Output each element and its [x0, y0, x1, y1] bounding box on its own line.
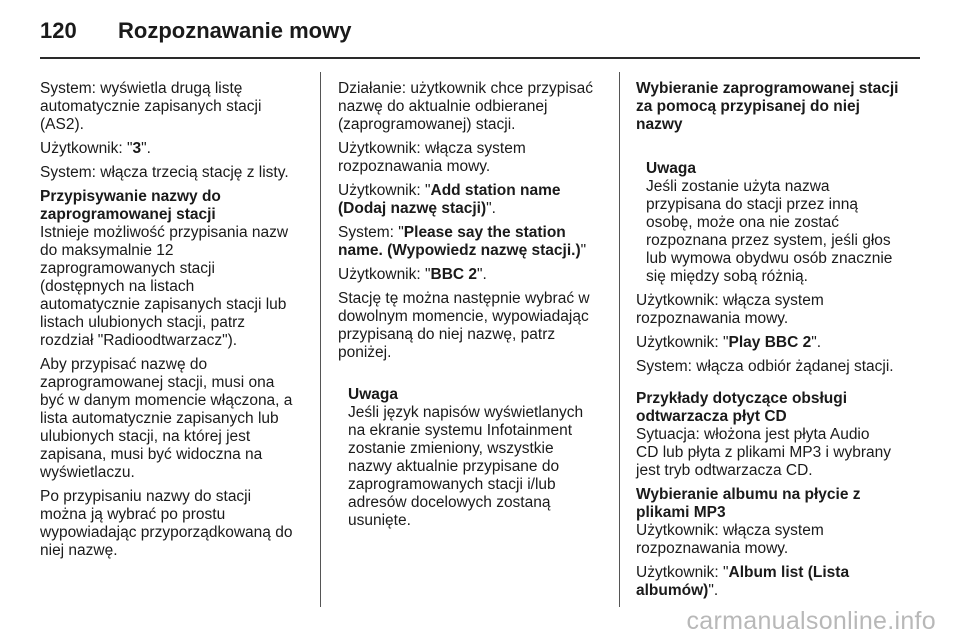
- note-title: Uwaga: [348, 386, 398, 403]
- column-3: [636, 80, 906, 606]
- paragraph: System: "Please say the station name. (Wypowiedz nazwę stacji.)": [338, 224, 587, 259]
- page-title: Rozpoznawanie mowy: [118, 18, 352, 43]
- column-2: [338, 80, 608, 536]
- paragraph: Użytkownik: "3".: [40, 140, 151, 157]
- note-title: Uwaga: [646, 160, 696, 177]
- paragraph: Użytkownik: włącza system rozpoznawania mowy.: [338, 140, 526, 175]
- note-box: [338, 368, 608, 530]
- paragraph: Po przypisaniu nazwy do stacji można ją wybrać po prostu wypowiadając przyporządkowaną do niej nazwę.: [40, 488, 293, 559]
- page-header: [40, 18, 351, 50]
- section-heading: Wybieranie albumu na płycie z plikami MP3: [636, 486, 861, 521]
- paragraph: Sytuacja: włożona jest płyta Audio CD lub płyta z plikami MP3 i wybrany jest tryb odtwarzacza CD.: [636, 426, 891, 479]
- paragraph: Aby przypisać nazwę do zaprogramowanej stacji, musi ona być w danym momencie włączona, a lista automatycznie zapisanych lub ulubionych stacji, na której jest zapisana, musi być widoczna na wyświetlaczu.: [40, 356, 293, 481]
- paragraph: Działanie: użytkownik chce przypisać nazwę do aktualnie odbieranej (zaprogramowanej) stacji.: [338, 80, 593, 133]
- section-heading: Przykłady dotyczące obsługi odtwarzacza płyt CD: [636, 390, 848, 425]
- paragraph: Użytkownik: "Play BBC 2".: [636, 334, 822, 351]
- note-text: Jeśli język napisów wyświetlanych na ekranie systemu Infotainment zostanie zmieniony, wszystkie nazwy aktualnie przypisane do zaprogramowanych stacji i/lub adresów docelowych zostaną usunięte.: [348, 404, 584, 529]
- paragraph: Użytkownik: "Album list (Lista albumów)".: [636, 564, 850, 599]
- paragraph: System: włącza odbiór żądanej stacji.: [636, 358, 894, 375]
- page-number: 120: [40, 18, 77, 43]
- paragraph: Użytkownik: "BBC 2".: [338, 266, 487, 283]
- paragraph: System: włącza trzecią stację z listy.: [40, 164, 289, 181]
- paragraph: Użytkownik: "Add station name (Dodaj nazwę stacji)".: [338, 182, 561, 217]
- note-box: [636, 142, 906, 286]
- section-heading: Wybieranie zaprogramowanej stacji za pomocą przypisanej do niej nazwy: [636, 80, 899, 133]
- paragraph: System: wyświetla drugą listę automatycznie zapisanych stacji (AS2).: [40, 80, 262, 133]
- paragraph: Stację tę można następnie wybrać w dowolnym momencie, wypowiadając przypisaną do niej nazwę, patrz poniżej.: [338, 290, 590, 361]
- watermark-text: carmanualsonline.info: [686, 607, 936, 635]
- column-1: [40, 80, 308, 566]
- column-divider: [619, 72, 620, 607]
- header-divider: [40, 57, 920, 59]
- paragraph: Użytkownik: włącza system rozpoznawania mowy.: [636, 522, 824, 557]
- note-text: Jeśli zostanie użyta nazwa przypisana do stacji przez inną osobę, może ona nie zostać rozpoznana przez system, jeśli głos lub wymowa obydwu osób znacznie się między sobą różnią.: [646, 178, 893, 285]
- paragraph: Użytkownik: włącza system rozpoznawania mowy.: [636, 292, 824, 327]
- paragraph: Istnieje możliwość przypisania nazw do maksymalnie 12 zaprogramowanych stacji (dostępnych na listach automatycznie zapisanych stacji lub listach ulubionych stacji, patrz rozdział "Radioodtwarzacz").: [40, 224, 289, 349]
- column-divider: [320, 72, 321, 607]
- section-heading: Przypisywanie nazwy do zaprogramowanej stacji: [40, 188, 221, 223]
